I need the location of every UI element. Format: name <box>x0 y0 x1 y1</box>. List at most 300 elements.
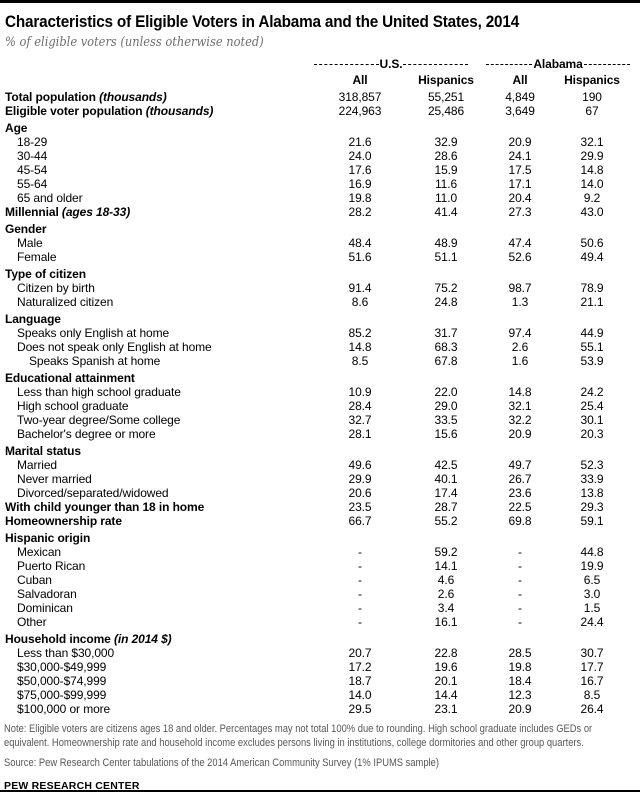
table-row <box>4 615 636 629</box>
cell-value <box>314 632 406 646</box>
cell-value <box>486 222 554 236</box>
cell-value: 28.7 <box>434 500 458 514</box>
cell-value <box>554 371 630 385</box>
cell-value: 49.6 <box>348 458 372 472</box>
table-row <box>4 104 636 118</box>
row-label-text: $75,000-$99,999 <box>17 688 107 702</box>
table-row <box>4 601 636 615</box>
row-label <box>4 295 314 309</box>
row-label <box>4 615 314 629</box>
cell-value: 14.0 <box>580 177 604 191</box>
row-label <box>4 702 314 716</box>
cell-value: 14.0 <box>348 688 372 702</box>
cell-value: 3.4 <box>437 601 455 615</box>
table-row <box>4 441 636 458</box>
dash-rule <box>584 64 630 65</box>
cell-value: 44.8 <box>580 545 604 559</box>
row-label <box>4 385 314 399</box>
row-label-text: $50,000-$74,999 <box>17 674 107 688</box>
cell-value: 31.7 <box>434 326 458 340</box>
table-row <box>4 326 636 340</box>
cell-value <box>486 531 554 545</box>
column-header-row <box>4 73 636 88</box>
table-row <box>4 660 636 674</box>
row-label <box>4 500 314 514</box>
table-row <box>4 427 636 441</box>
row-label <box>4 427 314 441</box>
cell-value: 48.9 <box>434 236 458 250</box>
col-header-alabama-all: All <box>512 73 528 87</box>
cell-value <box>486 312 554 326</box>
row-label-note: (in 2014 $) <box>113 632 172 646</box>
row-label <box>4 326 314 340</box>
row-label-text: Citizen by birth <box>17 281 95 295</box>
cell-value: 20.3 <box>580 427 604 441</box>
table-row <box>4 163 636 177</box>
cell-value: 21.6 <box>348 135 372 149</box>
table-row <box>4 205 636 219</box>
row-label <box>4 573 314 587</box>
cell-value <box>554 531 630 545</box>
row-label <box>4 472 314 486</box>
cell-value: 67 <box>585 104 599 118</box>
cell-value <box>554 222 630 236</box>
cell-value: 224,963 <box>338 104 382 118</box>
row-label-text: 18-29 <box>17 135 48 149</box>
row-label-text: Eligible voter population <box>5 104 143 118</box>
row-label <box>4 250 314 264</box>
cell-value: 19.8 <box>348 191 372 205</box>
cell-value: 18.4 <box>508 674 532 688</box>
cell-value <box>314 312 406 326</box>
column-group-row <box>4 58 636 71</box>
cell-value <box>314 222 406 236</box>
cell-value: 51.6 <box>348 250 372 264</box>
cell-value: 1.3 <box>511 295 529 309</box>
cell-value: 59.2 <box>434 545 458 559</box>
table-row <box>4 674 636 688</box>
row-label-text: Educational attainment <box>5 371 135 385</box>
cell-value: 24.0 <box>348 149 372 163</box>
row-label <box>4 458 314 472</box>
row-label <box>4 149 314 163</box>
row-label-note: (thousands) <box>99 90 167 104</box>
row-label <box>4 90 314 104</box>
footer <box>4 723 636 793</box>
row-label-text: Millennial <box>5 205 59 219</box>
cell-value: 29.3 <box>580 500 604 514</box>
cell-value: 55,251 <box>427 90 465 104</box>
cell-value: 20.9 <box>508 427 532 441</box>
cell-value: 23.5 <box>348 500 372 514</box>
cell-value <box>314 371 406 385</box>
table-row <box>4 559 636 573</box>
top-border-bar <box>0 0 640 3</box>
row-label <box>4 205 314 219</box>
row-label-text: Marital status <box>5 444 81 458</box>
table-row <box>4 646 636 660</box>
cell-value: - <box>358 559 362 573</box>
cell-value: 9.2 <box>583 191 601 205</box>
row-label-text: Two-year degree/Some college <box>17 413 181 427</box>
row-label <box>4 312 314 326</box>
cell-value: 4.6 <box>437 573 455 587</box>
cell-value: - <box>518 601 522 615</box>
col-header-alabama-hispanics: Hispanics <box>564 73 620 87</box>
cell-value <box>406 531 486 545</box>
cell-value: 14.1 <box>434 559 458 573</box>
cell-value <box>406 444 486 458</box>
cell-value: 8.5 <box>583 688 601 702</box>
cell-value: - <box>358 587 362 601</box>
table-row <box>4 118 636 135</box>
row-label <box>4 104 314 118</box>
table-row <box>4 472 636 486</box>
row-label <box>4 559 314 573</box>
row-label-text: Hispanic origin <box>5 531 91 545</box>
cell-value: 42.5 <box>434 458 458 472</box>
cell-value: 20.9 <box>508 702 532 716</box>
row-label-text: Dominican <box>17 601 73 615</box>
row-label <box>4 646 314 660</box>
row-label-text: Other <box>17 615 47 629</box>
cell-value: 26.7 <box>508 472 532 486</box>
cell-value: 18.7 <box>348 674 372 688</box>
table-row <box>4 250 636 264</box>
row-label <box>4 531 314 545</box>
table-row <box>4 702 636 716</box>
table-row <box>4 236 636 250</box>
row-label <box>4 444 314 458</box>
cell-value: 22.5 <box>508 500 532 514</box>
row-label-text: High school graduate <box>17 399 129 413</box>
cell-value <box>554 267 630 281</box>
cell-value: 28.6 <box>434 149 458 163</box>
col-header-us-all: All <box>352 73 368 87</box>
cell-value: 98.7 <box>508 281 532 295</box>
cell-value: 17.6 <box>348 163 372 177</box>
cell-value <box>486 632 554 646</box>
cell-value: 26.4 <box>580 702 604 716</box>
cell-value: 52.6 <box>508 250 532 264</box>
table-row <box>4 340 636 354</box>
table-row <box>4 587 636 601</box>
cell-value: 27.3 <box>508 205 532 219</box>
cell-value <box>554 444 630 458</box>
bottom-border-rule <box>0 790 640 792</box>
row-label-text: Salvadoran <box>17 587 77 601</box>
cell-value: - <box>518 559 522 573</box>
row-label <box>4 674 314 688</box>
row-label-text: $30,000-$49,999 <box>17 660 107 674</box>
label-column-spacer <box>4 73 314 88</box>
cell-value: 52.3 <box>580 458 604 472</box>
cell-value: 3,649 <box>505 104 535 118</box>
row-label <box>4 413 314 427</box>
cell-value: 32.9 <box>434 135 458 149</box>
cell-value: 1.5 <box>583 601 601 615</box>
cell-value <box>406 632 486 646</box>
dash-rule <box>314 64 379 65</box>
row-label <box>4 587 314 601</box>
cell-value: 17.4 <box>434 486 458 500</box>
row-label-text: $100,000 or more <box>17 702 111 716</box>
cell-value <box>554 632 630 646</box>
row-label <box>4 632 314 646</box>
table-row <box>4 219 636 236</box>
cell-value: 43.0 <box>580 205 604 219</box>
row-label <box>4 601 314 615</box>
table-row <box>4 413 636 427</box>
data-table <box>4 58 636 716</box>
row-label-text: Total population <box>5 90 96 104</box>
cell-value: 25,486 <box>427 104 465 118</box>
cell-value: 55.1 <box>580 340 604 354</box>
cell-value: 29.9 <box>580 149 604 163</box>
cell-value: 48.4 <box>348 236 372 250</box>
cell-value: 28.5 <box>508 646 532 660</box>
table-row <box>4 528 636 545</box>
cell-value: - <box>518 587 522 601</box>
cell-value: 40.1 <box>434 472 458 486</box>
cell-value: 6.5 <box>583 573 601 587</box>
cell-value: 19.9 <box>580 559 604 573</box>
table-row <box>4 545 636 559</box>
cell-value: 21.1 <box>580 295 604 309</box>
row-label-text: 55-64 <box>17 177 48 191</box>
table-row <box>4 281 636 295</box>
row-label <box>4 371 314 385</box>
cell-value: 12.3 <box>508 688 532 702</box>
cell-value: 24.8 <box>434 295 458 309</box>
row-label-text: 45-54 <box>17 163 48 177</box>
cell-value <box>314 531 406 545</box>
row-label-note: (thousands) <box>145 104 214 118</box>
row-label-text: Puerto Rican <box>17 559 86 573</box>
dash-rule <box>486 64 532 65</box>
col-group-us-label: U.S. <box>379 57 403 71</box>
cell-value: 14.8 <box>348 340 372 354</box>
table-row <box>4 90 636 104</box>
cell-value: 75.2 <box>434 281 458 295</box>
table-body <box>4 90 636 716</box>
brand-text: PEW RESEARCH CENTER <box>4 779 140 792</box>
table-row <box>4 149 636 163</box>
row-label <box>4 281 314 295</box>
cell-value: 32.2 <box>508 413 532 427</box>
row-label <box>4 267 314 281</box>
cell-value: 66.7 <box>348 514 372 528</box>
cell-value: 28.4 <box>348 399 372 413</box>
source-text: Source: Pew Research Center tabulations of the 2014 American Community Survey (1% IPUMS sample) <box>4 757 439 769</box>
row-label-text: Speaks only English at home <box>17 326 170 340</box>
cell-value: 19.8 <box>508 660 532 674</box>
cell-value <box>406 222 486 236</box>
cell-value: 20.9 <box>508 135 532 149</box>
cell-value: 8.6 <box>351 295 369 309</box>
dash-rule <box>403 64 468 65</box>
cell-value: 1.6 <box>511 354 529 368</box>
cell-value: 67.8 <box>434 354 458 368</box>
cell-value <box>486 444 554 458</box>
cell-value: 23.1 <box>434 702 458 716</box>
row-label-text: 30-44 <box>17 149 48 163</box>
cell-value: 33.5 <box>434 413 458 427</box>
cell-value <box>554 121 630 135</box>
table-row <box>4 629 636 646</box>
cell-value <box>486 121 554 135</box>
cell-value: 16.1 <box>434 615 458 629</box>
row-label-text: Male <box>17 236 43 250</box>
cell-value: 24.1 <box>508 149 532 163</box>
table-row <box>4 295 636 309</box>
row-label <box>4 340 314 354</box>
cell-value: 97.4 <box>508 326 532 340</box>
cell-value: 28.1 <box>348 427 372 441</box>
cell-value <box>406 371 486 385</box>
table-row <box>4 514 636 528</box>
table-row <box>4 486 636 500</box>
cell-value: 29.9 <box>348 472 372 486</box>
row-label-text: Divorced/separated/widowed <box>17 486 169 500</box>
row-label-text: Speaks Spanish at home <box>29 354 161 368</box>
table-row <box>4 500 636 514</box>
row-label-text: Language <box>5 312 61 326</box>
row-label-text: Age <box>5 121 28 135</box>
cell-value: 2.6 <box>511 340 529 354</box>
cell-value: 24.2 <box>580 385 604 399</box>
table-row <box>4 264 636 281</box>
col-group-alabama-label: Alabama <box>533 57 583 71</box>
cell-value: 11.0 <box>434 191 458 205</box>
cell-value: 32.1 <box>580 135 604 149</box>
col-group-alabama <box>486 58 630 71</box>
row-label-text: Homeownership rate <box>5 514 122 528</box>
table-row <box>4 368 636 385</box>
row-label-text: Household income <box>5 632 111 646</box>
cell-value <box>554 312 630 326</box>
cell-value: 32.1 <box>508 399 532 413</box>
cell-value: 25.4 <box>580 399 604 413</box>
cell-value: 41.4 <box>434 205 458 219</box>
cell-value: 14.4 <box>434 688 458 702</box>
cell-value: - <box>358 573 362 587</box>
row-label <box>4 135 314 149</box>
row-label-text: Never married <box>17 472 92 486</box>
row-label <box>4 222 314 236</box>
cell-value: 19.6 <box>434 660 458 674</box>
cell-value: 49.4 <box>580 250 604 264</box>
cell-value: 24.4 <box>580 615 604 629</box>
row-label-text: 65 and older <box>17 191 83 205</box>
row-label <box>4 688 314 702</box>
cell-value: - <box>358 615 362 629</box>
row-label <box>4 177 314 191</box>
cell-value: 33.9 <box>580 472 604 486</box>
cell-value <box>406 267 486 281</box>
cell-value: 17.5 <box>508 163 532 177</box>
row-label-text: Female <box>17 250 57 264</box>
cell-value: 17.1 <box>508 177 532 191</box>
cell-value <box>406 312 486 326</box>
cell-value: 10.9 <box>348 385 372 399</box>
cell-value: 30.1 <box>580 413 604 427</box>
cell-value: 20.4 <box>508 191 532 205</box>
row-label <box>4 399 314 413</box>
cell-value: 4,849 <box>505 90 535 104</box>
row-label-text: Gender <box>5 222 47 236</box>
cell-value: 190 <box>582 90 602 104</box>
cell-value <box>486 371 554 385</box>
table-row <box>4 573 636 587</box>
row-label <box>4 660 314 674</box>
table-row <box>4 177 636 191</box>
cell-value: 55.2 <box>434 514 458 528</box>
table-row <box>4 191 636 205</box>
cell-value: 318,857 <box>338 90 382 104</box>
cell-value: 29.5 <box>348 702 372 716</box>
cell-value: 32.7 <box>348 413 372 427</box>
cell-value: 17.7 <box>580 660 604 674</box>
cell-value <box>406 121 486 135</box>
col-header-us-hispanics: Hispanics <box>418 73 474 87</box>
cell-value: 85.2 <box>348 326 372 340</box>
cell-value: 51.1 <box>434 250 458 264</box>
table-row <box>4 458 636 472</box>
cell-value: 20.1 <box>434 674 458 688</box>
label-column-spacer <box>4 58 314 71</box>
cell-value: 23.6 <box>508 486 532 500</box>
col-group-us <box>314 58 486 71</box>
cell-value: 20.7 <box>348 646 372 660</box>
cell-value: 49.7 <box>508 458 532 472</box>
cell-value: - <box>518 573 522 587</box>
cell-value: 53.9 <box>580 354 604 368</box>
row-label <box>4 545 314 559</box>
cell-value <box>314 444 406 458</box>
cell-value: 8.5 <box>351 354 369 368</box>
cell-value: 17.2 <box>348 660 372 674</box>
cell-value: - <box>518 545 522 559</box>
table-row <box>4 309 636 326</box>
row-label <box>4 163 314 177</box>
row-label-text: Less than $30,000 <box>17 646 115 660</box>
cell-value: 69.8 <box>508 514 532 528</box>
cell-value: 91.4 <box>348 281 372 295</box>
cell-value: - <box>358 601 362 615</box>
cell-value: 11.6 <box>434 177 458 191</box>
cell-value: 44.9 <box>580 326 604 340</box>
row-label <box>4 354 314 368</box>
cell-value: 15.6 <box>434 427 458 441</box>
cell-value: 3.0 <box>583 587 601 601</box>
row-label <box>4 236 314 250</box>
row-label-text: Bachelor's degree or more <box>17 427 156 441</box>
cell-value: 68.3 <box>434 340 458 354</box>
cell-value: 50.6 <box>580 236 604 250</box>
row-label <box>4 191 314 205</box>
cell-value: 22.8 <box>434 646 458 660</box>
table-row <box>4 399 636 413</box>
cell-value: 22.0 <box>434 385 458 399</box>
row-label-text: Mexican <box>17 545 61 559</box>
cell-value: 14.8 <box>580 163 604 177</box>
table-row <box>4 135 636 149</box>
cell-value <box>314 121 406 135</box>
cell-value: 29.0 <box>434 399 458 413</box>
row-label-text: Less than high school graduate <box>17 385 181 399</box>
note-text: Note: Eligible voters are citizens ages 18 and older. Percentages may not total 100% due to rounding. High school graduate includes GEDs or equivalent. Homeownership rate and household income excludes persons living in institutions, college dormitories and other group quarters. <box>4 723 593 749</box>
